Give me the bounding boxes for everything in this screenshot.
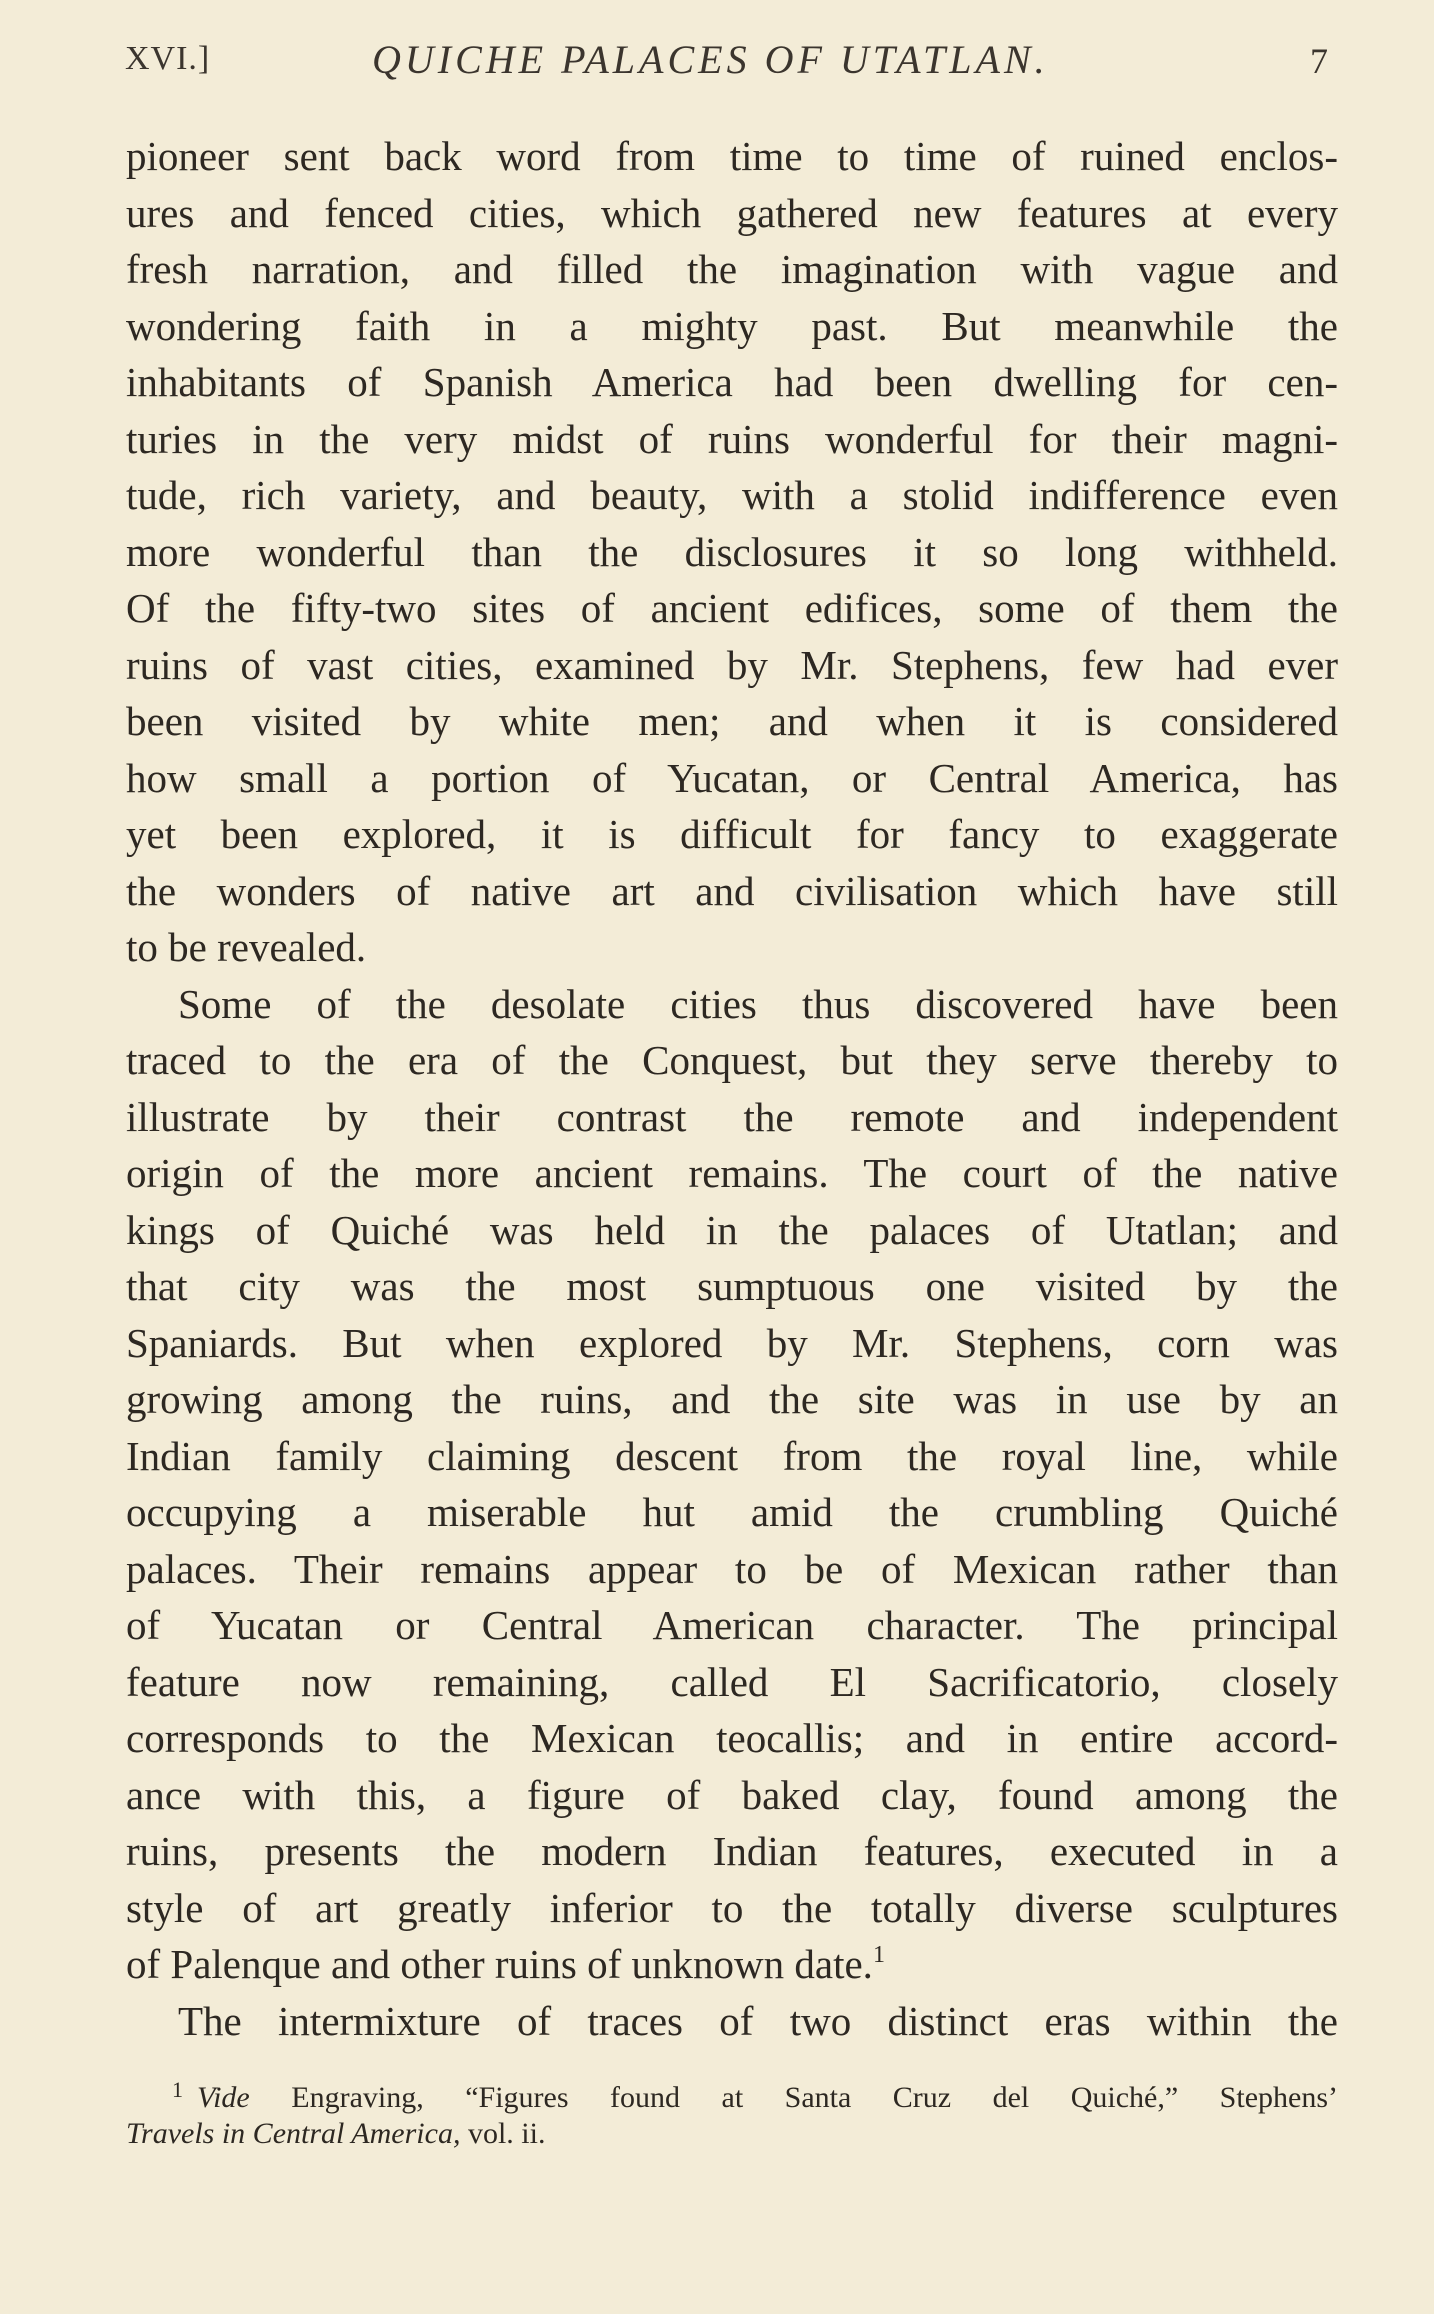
body-text (126, 128, 1338, 2049)
text-line: more wonderful than the disclosures it so long withheld. (126, 528, 1338, 575)
text-line: tude, rich variety, and beauty, with a stolid indifference even (126, 472, 1338, 518)
text-line: feature now remaining, called El Sacrificatorio, closely (126, 1658, 1338, 1705)
paragraph-start-line: Some of the desolate cities thus discovered have been (178, 980, 1338, 1027)
text-line: occupying a miserable hut amid the crumbling Quiché (126, 1489, 1338, 1535)
text-line: Of the fifty-two sites of ancient edifices, some of them the (126, 585, 1338, 631)
text-line: illustrate by their contrast the remote and independent (126, 1093, 1338, 1140)
text-line-content: of Palenque and other ruins of unknown date. (126, 1941, 873, 1987)
text-line: style of art greatly inferior to the totally diverse sculptures (126, 1884, 1338, 1931)
text-line: corresponds to the Mexican teocallis; and in entire accord- (126, 1715, 1338, 1761)
text-line: ruins, presents the modern Indian features, executed in a (126, 1828, 1338, 1874)
page-number: 7 (1310, 41, 1328, 81)
text-line: origin of the more ancient remains. The court of the native (126, 1150, 1338, 1196)
text-line: yet been explored, it is difficult for fancy to exaggerate (126, 811, 1338, 857)
footnote-text: Engraving, “Figures found at Santa Cruz del Quiché,” Stephens’ (291, 2081, 1338, 2114)
text-line: inhabitants of Spanish America had been dwelling for cen- (126, 359, 1338, 405)
text-line: Indian family claiming descent from the royal line, while (126, 1432, 1338, 1479)
paragraph-end-line: to be revealed. (126, 924, 367, 970)
footnote-text: vol. ii. (467, 2117, 546, 2150)
text-line: been visited by white men; and when it is considered (126, 698, 1338, 744)
text-line: palaces. Their remains appear to be of Mexican rather than (126, 1545, 1338, 1592)
text-line: ance with this, a figure of baked clay, found among the (126, 1771, 1338, 1818)
footnote-line (126, 2068, 1338, 2112)
running-head (0, 0, 1434, 110)
text-line: that city was the most sumptuous one visited by the (126, 1263, 1338, 1309)
text-line: growing among the ruins, and the site was in use by an (126, 1376, 1338, 1422)
text-line: fresh narration, and filled the imagination with vague and (126, 246, 1338, 292)
paragraph-start-line: The intermixture of traces of two distinct eras within the (178, 1997, 1338, 2044)
text-line: wondering faith in a mighty past. But meanwhile the (126, 302, 1338, 349)
text-line: the wonders of native art and civilisation which have still (126, 867, 1338, 914)
running-title: QUICHE PALACES OF UTATLAN. (372, 37, 1049, 82)
paragraph-end-line (126, 1936, 1338, 1993)
text-line: how small a portion of Yucatan, or Central America, has (126, 754, 1338, 801)
text-line: of Yucatan or Central American character. The principal (126, 1602, 1338, 1648)
text-line: turies in the very midst of ruins wonderful for their magni- (126, 415, 1338, 462)
text-line: traced to the era of the Conquest, but they serve thereby to (126, 1037, 1338, 1083)
footnote-book-title: Travels in Central America, (126, 2117, 461, 2150)
text-line: kings of Quiché was held in the palaces of Utatlan; and (126, 1206, 1338, 1253)
text-line: ruins of vast cities, examined by Mr. Stephens, few had ever (126, 641, 1338, 688)
text-line: pioneer sent back word from time to time of ruined enclos- (126, 133, 1338, 179)
text-line: Spaniards. But when explored by Mr. Stephens, corn was (126, 1319, 1338, 1366)
chapter-number: XVI.] (125, 40, 211, 77)
footnote-reference[interactable]: 1 (872, 1942, 885, 1968)
footnote-line (126, 2112, 1338, 2156)
footnote-marker: 1 (172, 2077, 183, 2102)
footnote-vide: Vide (197, 2081, 250, 2114)
text-line: ures and fenced cities, which gathered new features at every (126, 189, 1338, 236)
footnote-area (126, 2068, 1338, 2156)
